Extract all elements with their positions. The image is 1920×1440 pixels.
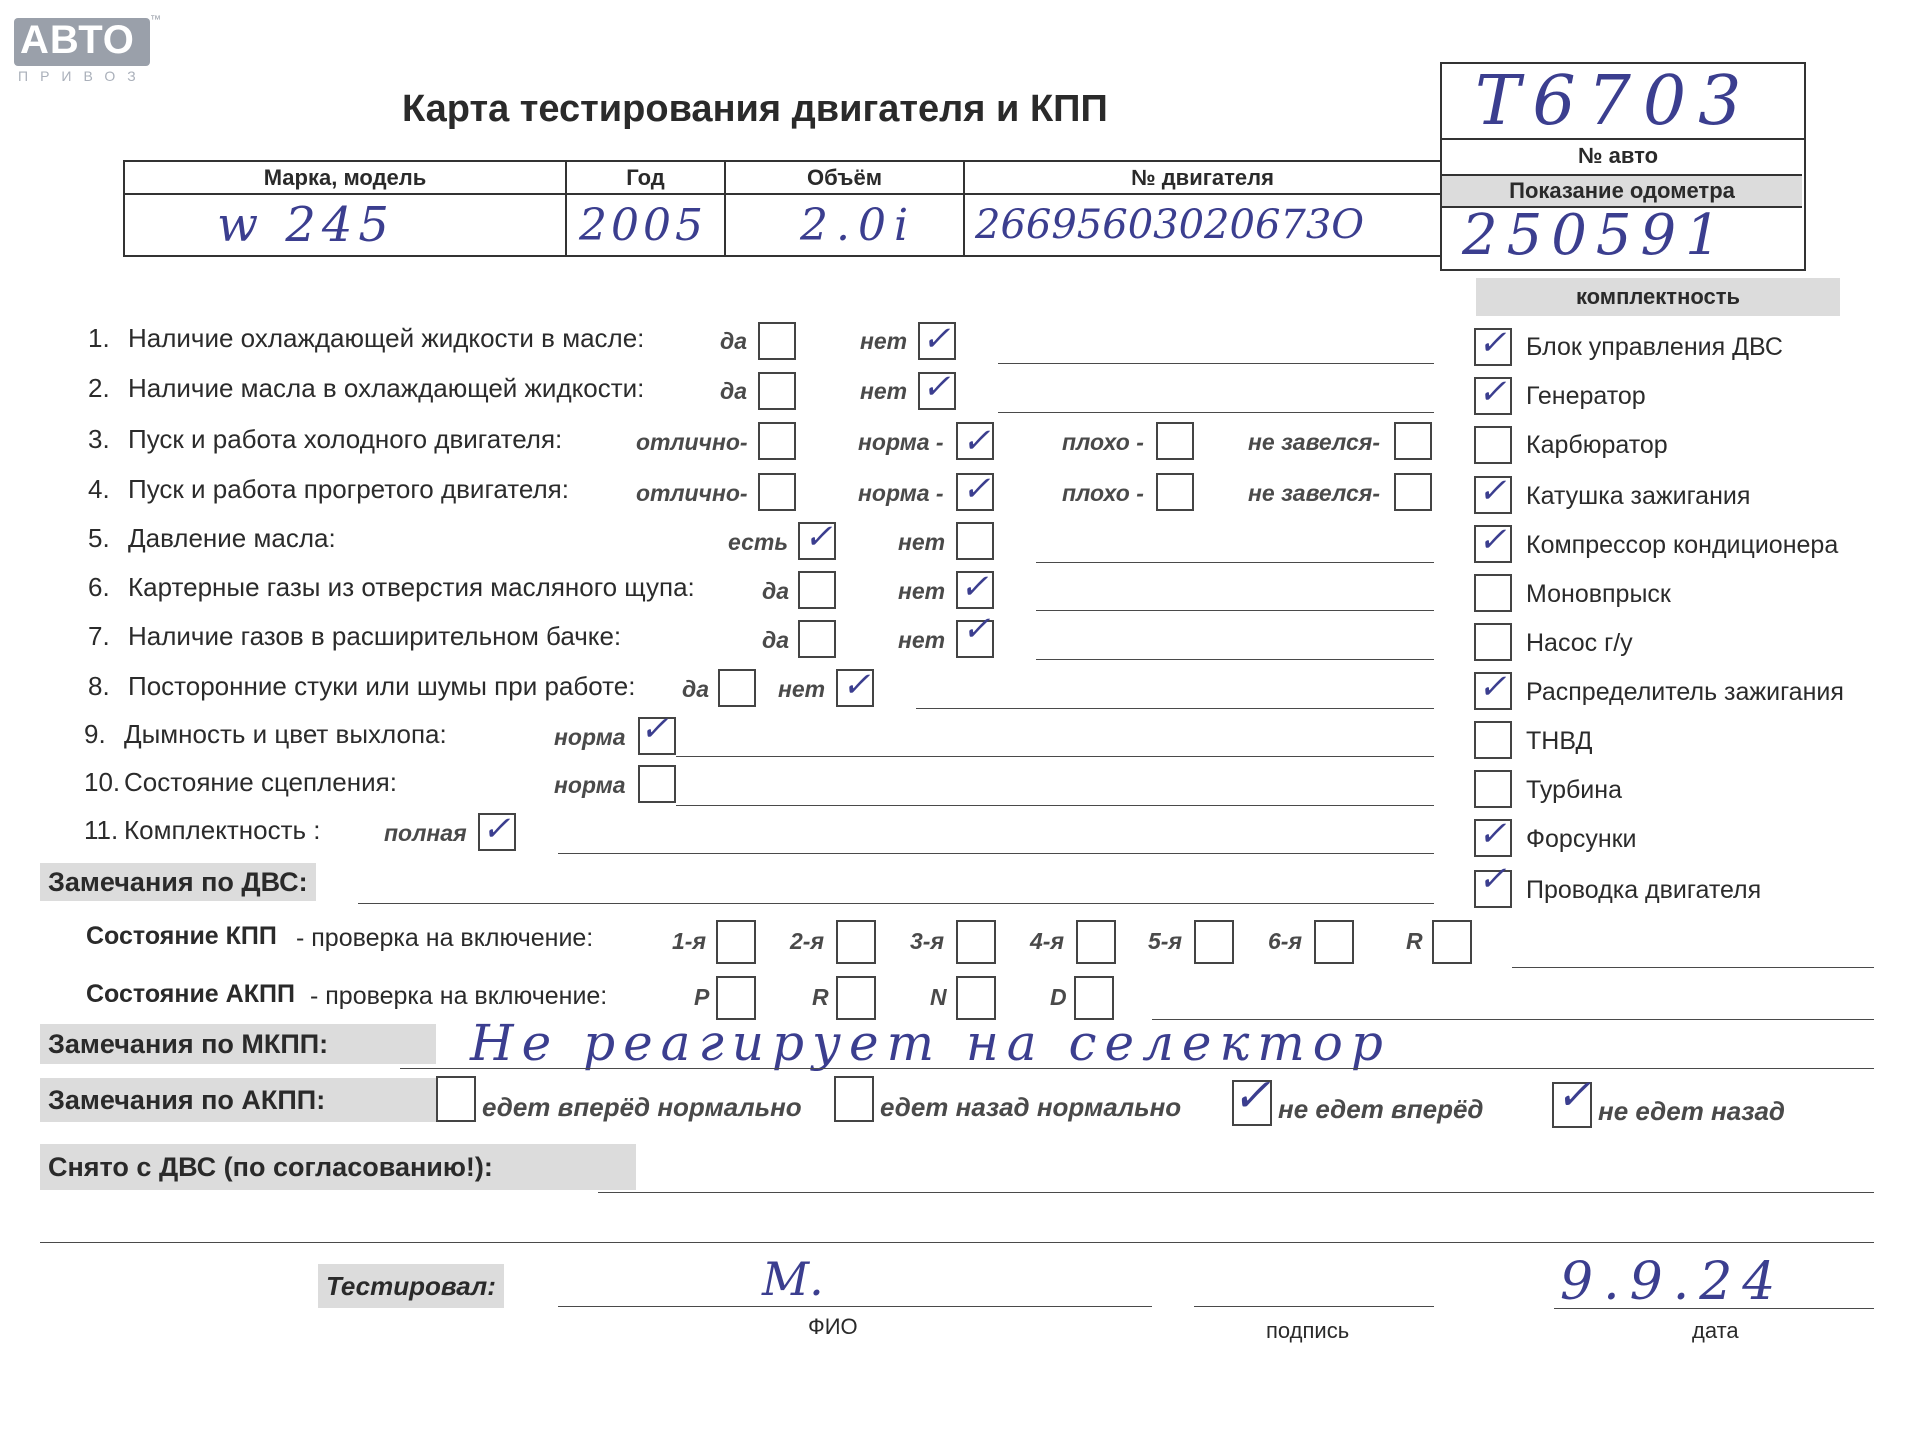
question-text: Пуск и работа прогретого двигателя: (128, 474, 569, 504)
gear-3-checkbox[interactable] (956, 920, 996, 964)
volume-value: 2.0i (800, 199, 917, 251)
col-volume: Объём (807, 164, 882, 190)
check-mark: ✓ (804, 517, 833, 557)
gear-label: 2-я (790, 928, 824, 954)
question-text: Давление масла: (128, 523, 336, 553)
check-mark: ✓ (1556, 1070, 1592, 1119)
question-text: Комплектность : (124, 815, 321, 845)
gear-1-checkbox[interactable] (716, 920, 756, 964)
option-label: полная (384, 820, 467, 846)
question-number: 7. (88, 621, 110, 651)
date-caption: дата (1692, 1318, 1739, 1343)
check-mark: ✓ (842, 665, 871, 705)
checkbox-not-started[interactable] (1394, 422, 1432, 460)
col-engine-no: № двигателя (1131, 164, 1274, 190)
option-label: норма (554, 724, 626, 750)
gear-label: R (1406, 928, 1423, 954)
year-value: 2005 (579, 199, 707, 251)
checkbox-reverse-normal[interactable] (834, 1076, 874, 1122)
option-label: норма (554, 772, 626, 798)
checkbox-mono-injection[interactable] (1474, 574, 1512, 612)
item-label: Распределитель зажигания (1526, 678, 1844, 706)
checkbox-yes[interactable] (798, 571, 836, 609)
question-text: Состояние сцепления: (124, 767, 397, 797)
completeness-title: комплектность (1476, 278, 1840, 316)
question-text: Наличие масла в охлаждающей жидкости: (128, 373, 645, 403)
fio-caption: ФИО (808, 1314, 858, 1339)
check-mark: ✓ (1478, 520, 1507, 560)
question-number: 5. (88, 523, 110, 553)
engine-no-value: 26695603020673О (975, 202, 1365, 248)
gear-4-checkbox[interactable] (1076, 920, 1116, 964)
check-mark: ✓ (1478, 814, 1507, 854)
check-mark: ✓ (1478, 859, 1507, 899)
signature-caption: подпись (1266, 1318, 1350, 1343)
removed-label: Снято с ДВС (по согласованию!): (40, 1144, 636, 1190)
option-label: плохо - (1062, 429, 1144, 455)
item-label: Форсунки (1526, 825, 1637, 853)
option-label: не едет назад (1598, 1096, 1786, 1126)
checkbox-excellent[interactable] (758, 473, 796, 511)
question-number: 1. (88, 323, 110, 353)
check-mark: ✓ (960, 567, 989, 607)
item-label: Катушка зажигания (1526, 482, 1751, 510)
item-label: Насос г/у (1526, 629, 1633, 657)
checkbox-turbine[interactable] (1474, 770, 1512, 808)
check-mark: ✓ (962, 421, 991, 461)
check-mark: ✓ (962, 609, 991, 649)
option-label: нет (898, 578, 946, 604)
kpp-label: Состояние КПП (86, 922, 277, 950)
option-label: не завелся- (1248, 480, 1380, 506)
question-number: 11. (84, 815, 119, 845)
question-number: 9. (84, 719, 106, 749)
gear-label: 5-я (1148, 928, 1182, 954)
checkbox-not-started[interactable] (1394, 473, 1432, 511)
option-label: не едет вперёд (1278, 1094, 1484, 1124)
checkbox-yes[interactable] (758, 372, 796, 410)
gear-label: N (930, 984, 947, 1010)
option-label: да (762, 627, 790, 653)
page-title: Карта тестирования двигателя и КПП (402, 88, 1108, 130)
odometer-value: 250591 (1462, 203, 1730, 268)
option-label: нет (898, 627, 946, 653)
col-model: Марка, модель (263, 164, 427, 190)
dvs-remarks-label: Замечания по ДВС: (40, 863, 316, 901)
check-mark: ✓ (1478, 372, 1507, 412)
checkbox-excellent[interactable] (758, 422, 796, 460)
option-label: плохо - (1062, 480, 1144, 506)
checkbox-yes[interactable] (798, 620, 836, 658)
checkbox-normal[interactable] (638, 765, 676, 803)
logo-tm: ™ (150, 14, 161, 26)
question-number: 10. (84, 767, 121, 797)
gear-label: P (694, 984, 710, 1010)
option-label: норма - (858, 429, 944, 455)
option-label: да (720, 378, 748, 404)
gear-label: 1-я (672, 928, 706, 954)
item-label: Моновпрыск (1526, 580, 1671, 608)
odometer-label: Показание одометра (1442, 174, 1802, 208)
col-year: Год (626, 164, 665, 190)
item-label: Турбина (1526, 776, 1622, 804)
check-mark: ✓ (922, 319, 951, 359)
checkbox-carburetor[interactable] (1474, 426, 1512, 464)
kpp-label-rest: - проверка на включение: (296, 924, 594, 952)
checkbox-forward-normal[interactable] (436, 1076, 476, 1122)
question-number: 3. (88, 424, 110, 454)
question-text: Дымность и цвет выхлопа: (124, 719, 447, 749)
question-text: Наличие газов в расширительном бачке: (128, 621, 622, 651)
question-number: 4. (88, 474, 110, 504)
gear-label: D (1050, 984, 1067, 1010)
gear-6-checkbox[interactable] (1314, 920, 1354, 964)
gear-label: R (812, 984, 829, 1010)
checkbox-bad[interactable] (1156, 473, 1194, 511)
mkpp-remarks-label: Замечания по МКПП: (40, 1024, 436, 1064)
checkbox-yes[interactable] (718, 669, 756, 707)
option-label: есть (728, 529, 788, 555)
checkbox-power-steering-pump[interactable] (1474, 623, 1512, 661)
option-label: норма - (858, 480, 944, 506)
question-text: Пуск и работа холодного двигателя: (128, 424, 563, 454)
gear-label: 4-я (1030, 928, 1064, 954)
option-label: да (682, 676, 710, 702)
check-mark: ✓ (1478, 471, 1507, 511)
model-value: w 245 (217, 197, 395, 253)
item-label: Блок управления ДВС (1526, 333, 1783, 361)
checkbox-no[interactable] (956, 522, 994, 560)
option-label: нет (860, 378, 908, 404)
logo-text: АВТО (20, 18, 135, 62)
check-mark: ✓ (1478, 323, 1507, 363)
check-mark: ✓ (922, 367, 951, 407)
akpp-label-rest: - проверка на включение: (310, 982, 608, 1010)
akpp-label: Состояние АКПП (86, 980, 295, 1008)
vehicle-table (123, 160, 1442, 257)
option-label: нет (860, 328, 908, 354)
option-label: едет назад нормально (880, 1092, 1182, 1122)
gear-2-checkbox[interactable] (836, 920, 876, 964)
option-label: да (720, 328, 748, 354)
checkbox-bad[interactable] (1156, 422, 1194, 460)
car-number-value: T6703 (1475, 62, 1754, 141)
question-text: Посторонние стуки или шумы при работе: (128, 671, 636, 701)
option-label: отлично- (636, 429, 748, 455)
item-label: Проводка двигателя (1526, 876, 1762, 904)
test-date-value: 9.9.24 (1560, 1252, 1786, 1312)
option-label: нет (898, 529, 946, 555)
item-label: Компрессор кондиционера (1526, 531, 1839, 559)
question-text: Наличие охлаждающей жидкости в масле: (128, 323, 645, 353)
check-mark: ✓ (1478, 667, 1507, 707)
option-label: нет (778, 676, 826, 702)
check-mark: ✓ (962, 469, 991, 509)
car-number-label: № авто (1578, 143, 1659, 168)
question-number: 8. (88, 671, 110, 701)
check-mark: ✓ (482, 809, 511, 849)
option-label: едет вперёд нормально (482, 1092, 802, 1122)
checkbox-fuel-pump[interactable] (1474, 721, 1512, 759)
tested-label: Тестировал: (318, 1264, 504, 1308)
gear-5-checkbox[interactable] (1194, 920, 1234, 964)
gear-label: 3-я (910, 928, 944, 954)
tester-name-value: М. (762, 1252, 824, 1306)
check-mark: ✓ (640, 709, 669, 749)
question-number: 6. (88, 572, 110, 602)
option-label: отлично- (636, 480, 748, 506)
question-number: 2. (88, 373, 110, 403)
akpp-remarks-label: Замечания по АКПП: (40, 1078, 436, 1122)
item-label: Карбюратор (1526, 431, 1668, 459)
item-label: ТНВД (1526, 727, 1593, 755)
option-label: не завелся- (1248, 429, 1380, 455)
mkpp-remarks-value: Не реагирует на селектор (470, 1014, 1391, 1072)
check-mark: ✓ (1232, 1068, 1271, 1122)
checkbox-yes[interactable] (758, 322, 796, 360)
option-label: да (762, 578, 790, 604)
question-text: Картерные газы из отверстия масляного щупа: (128, 572, 695, 602)
gear-r-checkbox[interactable] (1432, 920, 1472, 964)
logo-subtext: ПРИВОЗ (18, 68, 148, 84)
gear-label: 6-я (1268, 928, 1302, 954)
item-label: Генератор (1526, 382, 1646, 410)
